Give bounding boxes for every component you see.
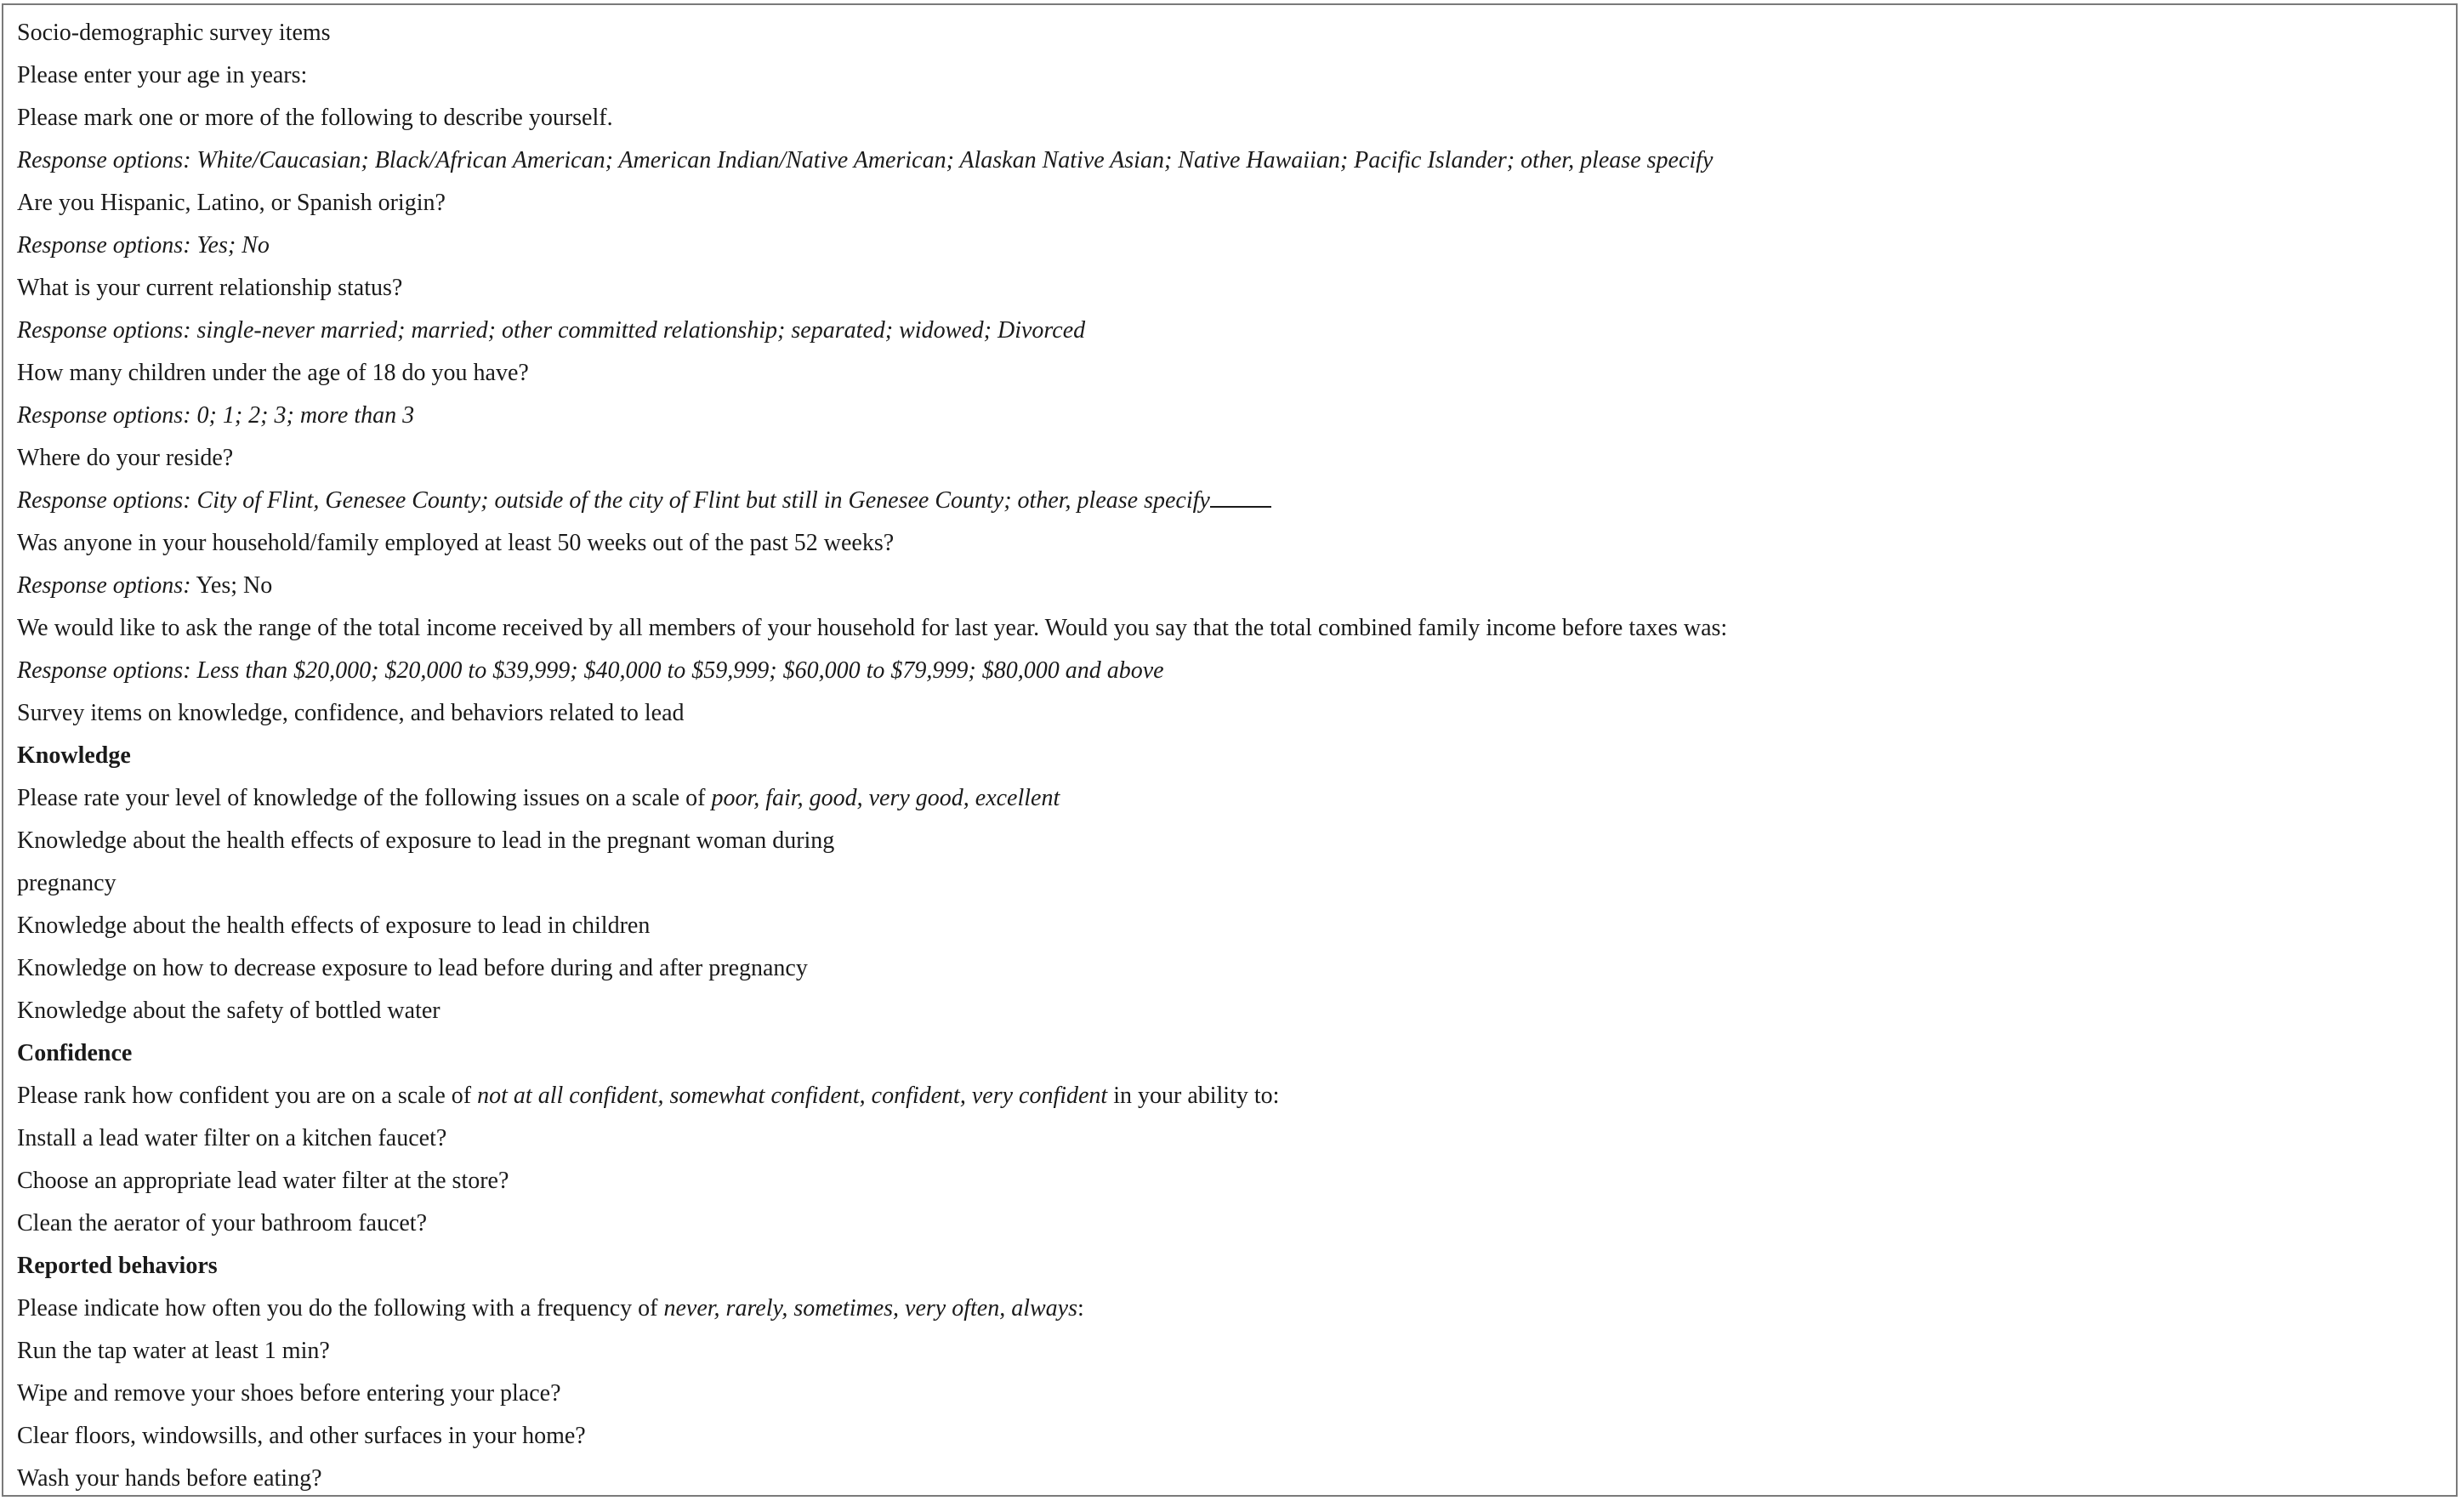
subsection-heading-knowledge: Knowledge [17, 742, 131, 769]
table-row: What is your current relationship status? [17, 275, 403, 301]
table-row: Knowledge about the safety of bottled water [17, 998, 440, 1024]
scale-options: not at all confident, somewhat confident, confident, very confident [477, 1083, 1108, 1109]
response-options-row: Response options: White/Caucasian; Black/African American; American Indian/Native American; Alaskan Native Asian; Native Hawaiian; Pacific Islander; other, please specify [17, 147, 1714, 173]
table-row: Wash your hands before eating? [17, 1465, 322, 1492]
response-options-row: Response options: Less than $20,000; $20,000 to $39,999; $40,000 to $59,999; $60,000 to $79,999; $80,000 and above [17, 657, 1164, 684]
table-row: Choose an appropriate lead water filter at the store? [17, 1168, 509, 1194]
table-row: pregnancy [17, 870, 117, 896]
table-row: Are you Hispanic, Latino, or Spanish origin? [17, 190, 446, 216]
table-row: We would like to ask the range of the total income received by all members of your household for last year. Would you say that the total combined family income before taxes was: [17, 615, 1728, 641]
response-options-text: Yes; No [190, 572, 273, 599]
table-row: Clear floors, windowsills, and other surfaces in your home? [17, 1423, 586, 1449]
subsection-heading-confidence: Confidence [17, 1040, 133, 1066]
response-options-row: Response options: 0; 1; 2; 3; more than 3 [17, 402, 415, 429]
table-row: Knowledge on how to decrease exposure to lead before during and after pregnancy [17, 955, 808, 981]
scale-options: poor, fair, good, very good, excellent [711, 785, 1060, 811]
fill-in-blank [1210, 484, 1271, 508]
subsection-heading-reported-behaviors: Reported behaviors [17, 1253, 218, 1279]
table-row: Run the tap water at least 1 min? [17, 1338, 330, 1364]
response-options-label: Response options: [17, 572, 191, 599]
table-row: Knowledge about the health effects of exposure to lead in children [17, 912, 651, 939]
table-row: Wipe and remove your shoes before entering your place? [17, 1380, 561, 1407]
table-row: Knowledge about the health effects of exposure to lead in the pregnant woman during [17, 827, 835, 854]
table-row: How many children under the age of 18 do you have? [17, 360, 529, 386]
section-title-socio-demographic: Socio-demographic survey items [17, 20, 331, 46]
instruction-suffix: : [1077, 1295, 1084, 1322]
section-title-lead-items: Survey items on knowledge, confidence, and behaviors related to lead [17, 700, 685, 726]
response-options-row [17, 569, 2447, 611]
scale-instruction-row [17, 1079, 2447, 1122]
response-options-row [17, 484, 2447, 526]
table-row: Was anyone in your household/family employed at least 50 weeks out of the past 52 weeks? [17, 530, 895, 556]
response-options-row: Response options: single-never married; married; other committed relationship; separated; widowed; Divorced [17, 317, 1086, 344]
table-row: Where do your reside? [17, 445, 234, 471]
table-row: Clean the aerator of your bathroom faucet? [17, 1210, 428, 1236]
instruction-text: Please indicate how often you do the following with a frequency of [17, 1295, 664, 1322]
table-body [17, 16, 2447, 1504]
response-options-text: Response options: City of Flint, Genesee County; outside of the city of Flint but still in Genesee County; other, please specify [17, 487, 1210, 514]
scale-instruction-row [17, 1292, 2447, 1334]
instruction-text: Please rank how confident you are on a scale of [17, 1083, 478, 1109]
survey-items-table [2, 3, 2458, 1497]
table-row: Install a lead water filter on a kitchen faucet? [17, 1125, 447, 1151]
response-options-row: Response options: Yes; No [17, 232, 270, 259]
scale-instruction-row [17, 782, 2447, 824]
instruction-text: Please rate your level of knowledge of the following issues on a scale of [17, 785, 712, 811]
table-row: Please mark one or more of the following to describe yourself. [17, 105, 613, 131]
table-row: Please enter your age in years: [17, 62, 308, 88]
scale-options: never, rarely, sometimes, very often, always [663, 1295, 1077, 1322]
instruction-suffix: in your ability to: [1107, 1083, 1280, 1109]
